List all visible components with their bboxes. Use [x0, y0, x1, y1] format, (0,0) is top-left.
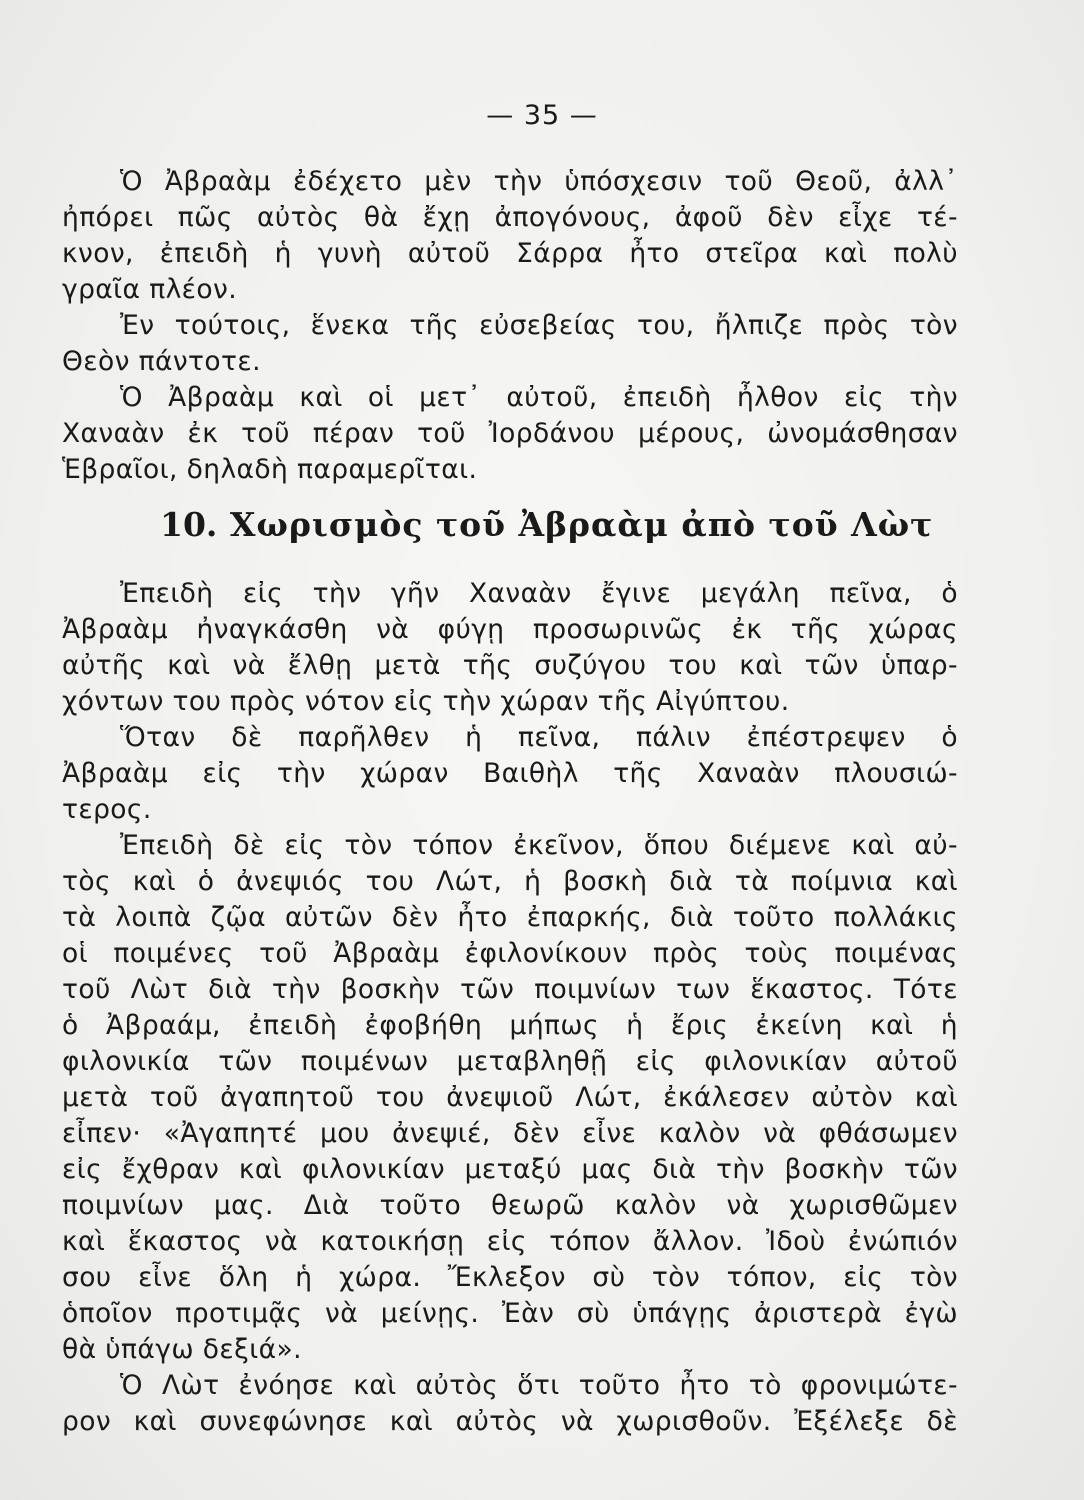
text-line: Ἀβραὰμ ἠναγκάσθη νὰ φύγῃ προσωρινῶς ἐκ τῆς χώρας [62, 614, 958, 645]
text-line: τὸς καὶ ὁ ἀνεψιός του Λώτ, ἡ βοσκὴ διὰ τὰ ποίμνια καὶ [62, 866, 958, 897]
text-line: εἰς ἔχθραν καὶ φιλονικίαν μεταξύ μας διὰ τὴν βοσκὴν τῶν [62, 1154, 958, 1185]
section-number: 10. [160, 505, 218, 544]
text-line: Ὅταν δὲ παρῆλθεν ἡ πεῖνα, πάλιν ἐπέστρεψεν ὁ [120, 722, 958, 753]
text-line: Ἐπειδὴ εἰς τὴν γῆν Χαναὰν ἔγινε μεγάλη πεῖνα, ὁ [120, 578, 958, 609]
text-line: ποιμνίων μας. Διὰ τοῦτο θεωρῶ καλὸν νὰ χωρισθῶμεν [62, 1190, 958, 1221]
text-line: τερος. [62, 794, 152, 825]
text-line: τὰ λοιπὰ ζῷα αὐτῶν δὲν ἦτο ἐπαρκής, διὰ τοῦτο πολλάκις [62, 902, 958, 933]
text-line: Ὁ Ἀβραὰμ καὶ οἱ μετ᾽ αὐτοῦ, ἐπειδὴ ἦλθον εἰς τὴν [120, 382, 958, 413]
text-line: Ὁ Λὼτ ἐνόησε καὶ αὐτὸς ὅτι τοῦτο ἦτο τὸ φρονιμώτε- [120, 1370, 958, 1401]
page-number: — 35 — [486, 100, 598, 131]
text-line: γραῖα πλέον. [62, 274, 238, 305]
text-line: τοῦ Λὼτ διὰ τὴν βοσκὴν τῶν ποιμνίων των ἕκαστος. Τότε [62, 974, 958, 1005]
text-line: ἠπόρει πῶς αὐτὸς θὰ ἔχῃ ἀπογόνους, ἀφοῦ δὲν εἶχε τέ- [62, 202, 958, 233]
text-line: Ἑβραῖοι, δηλαδὴ παραμερῖται. [62, 454, 478, 485]
text-line: Ἐν τούτοις, ἕνεκα τῆς εὐσεβείας του, ἤλπιζε πρὸς τὸν [120, 310, 958, 341]
text-line: Ὁ Ἀβραὰμ ἐδέχετο μὲν τὴν ὑπόσχεσιν τοῦ Θεοῦ, ἀλλ᾽ [120, 166, 958, 197]
text-line: Χαναὰν ἐκ τοῦ πέραν τοῦ Ἰορδάνου μέρους, ὠνομάσθησαν [62, 418, 958, 449]
text-line: κνον, ἐπειδὴ ἡ γυνὴ αὐτοῦ Σάρρα ἦτο στεῖρα καὶ πολὺ [62, 238, 958, 269]
text-line: Θεὸν πάντοτε. [62, 346, 261, 377]
text-line: μετὰ τοῦ ἀγαπητοῦ του ἀνεψιοῦ Λώτ, ἐκάλεσεν αὐτὸν καὶ [62, 1082, 958, 1113]
section-title: Χωρισμὸς τοῦ Ἀβραὰμ ἀπὸ τοῦ Λὼτ [229, 505, 934, 544]
section-heading [160, 503, 934, 547]
text-line: οἱ ποιμένες τοῦ Ἀβραὰμ ἐφιλονίκουν πρὸς τοὺς ποιμένας [62, 938, 958, 969]
text-line: σου εἶνε ὅλη ἡ χώρα. Ἔκλεξον σὺ τὸν τόπον, εἰς τὸν [62, 1262, 958, 1293]
text-line: χόντων του πρὸς νότον εἰς τὴν χώραν τῆς Αἰγύπτου. [62, 686, 790, 717]
text-line: ὁ Ἀβραάμ, ἐπειδὴ ἐφοβήθη μήπως ἡ ἔρις ἐκείνη καὶ ἡ [62, 1010, 958, 1041]
text-line: Ἀβραὰμ εἰς τὴν χώραν Βαιθὴλ τῆς Χαναὰν πλουσιώ- [62, 758, 958, 789]
text-line: καὶ ἕκαστος νὰ κατοικήσῃ εἰς τόπον ἄλλον. Ἰδοὺ ἐνώπιόν [62, 1226, 958, 1257]
text-line: φιλονικία τῶν ποιμένων μεταβληθῇ εἰς φιλονικίαν αὐτοῦ [62, 1046, 958, 1077]
text-line: εἶπεν· «Ἀγαπητέ μου ἀνεψιέ, δὲν εἶνε καλὸν νὰ φθάσωμεν [62, 1118, 958, 1149]
text-line: θὰ ὑπάγω δεξιά». [62, 1334, 302, 1365]
text-line: Ἐπειδὴ δὲ εἰς τὸν τόπον ἐκεῖνον, ὅπου διέμενε καὶ αὐ- [120, 830, 958, 861]
text-line: αὐτῆς καὶ νὰ ἔλθῃ μετὰ τῆς συζύγου του καὶ τῶν ὑπαρ- [62, 650, 958, 681]
text-line: ρον καὶ συνεφώνησε καὶ αὐτὸς νὰ χωρισθοῦν. Ἐξέλεξε δὲ [62, 1406, 958, 1437]
text-line: ὁποῖον προτιμᾷς νὰ μείνῃς. Ἐὰν σὺ ὑπάγῃς ἀριστερὰ ἐγὼ [62, 1298, 958, 1329]
